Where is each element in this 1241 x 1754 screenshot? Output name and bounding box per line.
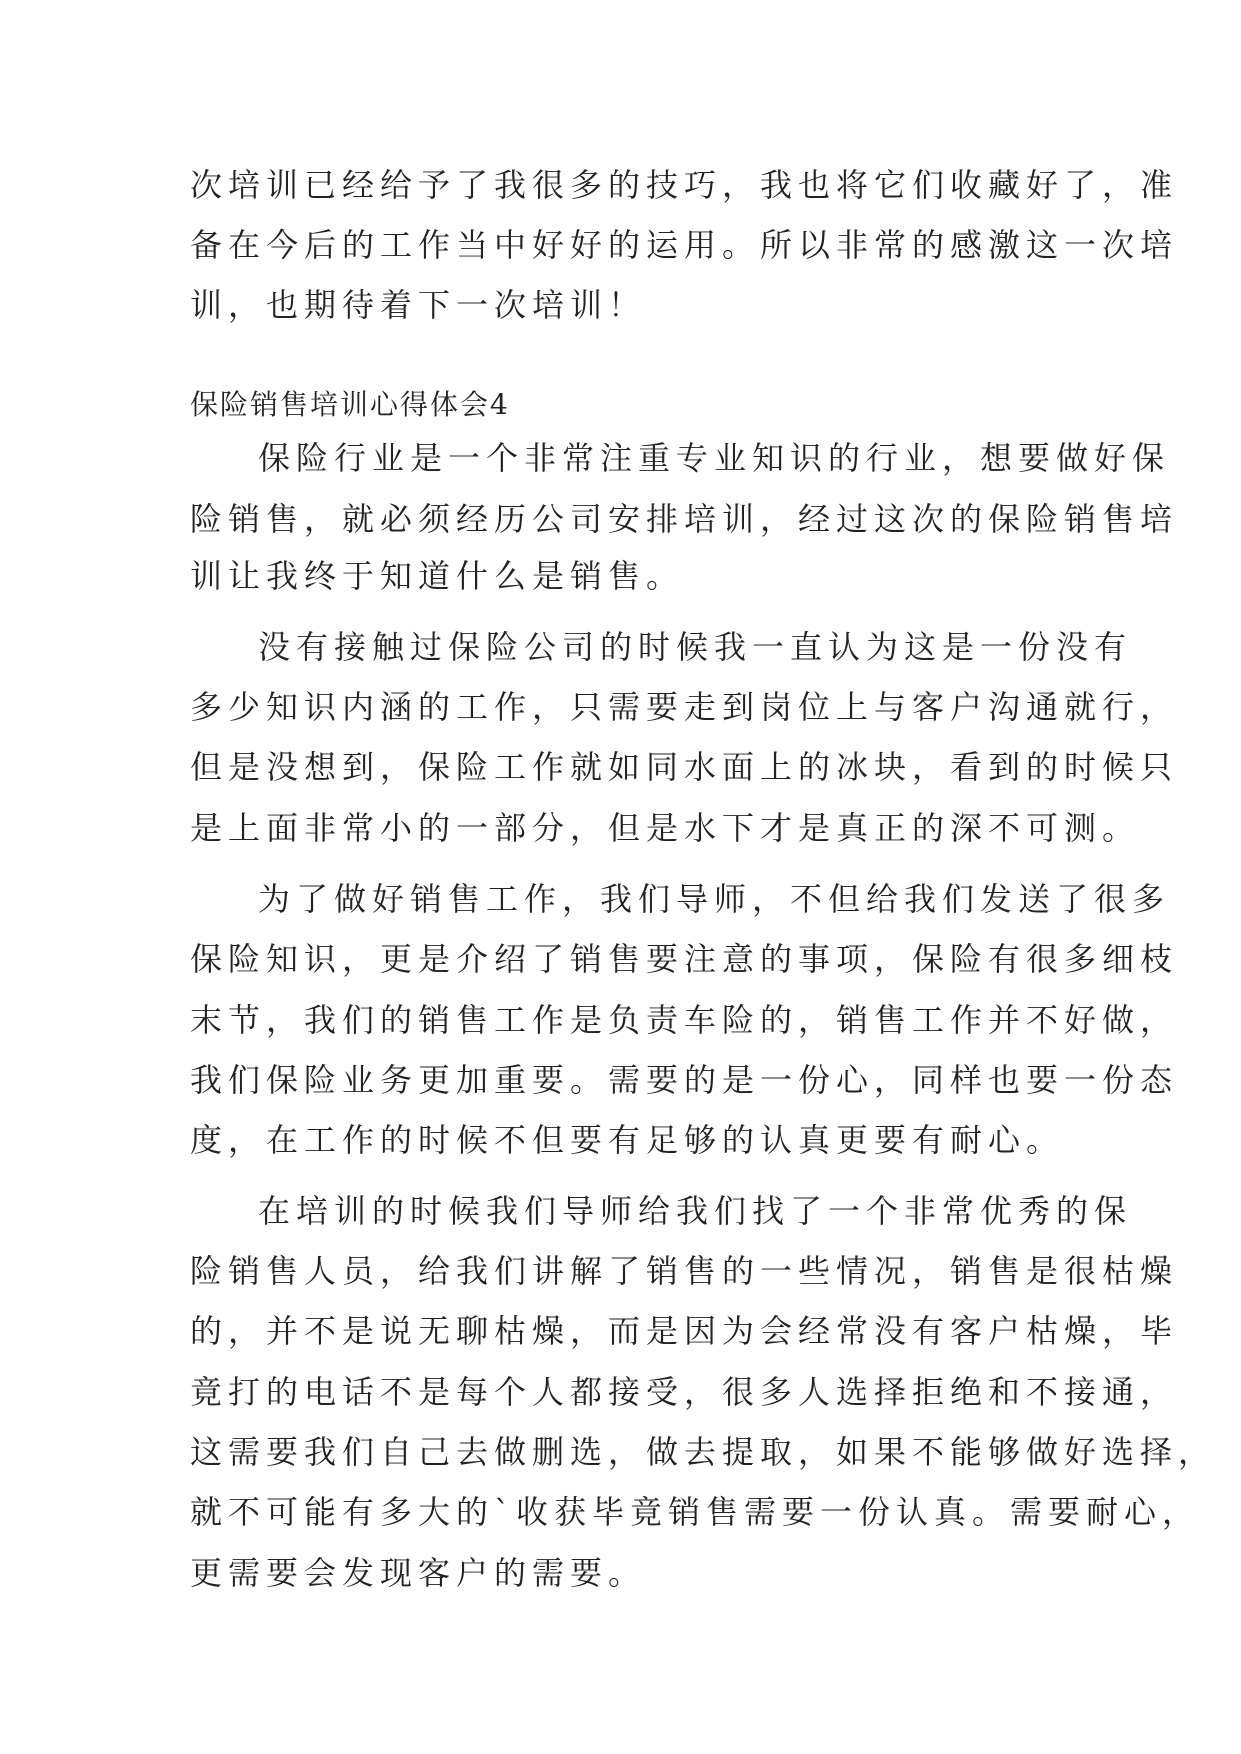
text-line: 是上面非常小的一部分，但是水下才是真正的深不可测。 [190, 809, 1141, 847]
text-line: 就不可能有多大的`收获毕竟销售需要一份认真。需要耐心， [190, 1493, 1201, 1531]
text-line: 训让我终于知道什么是销售。 [190, 557, 685, 595]
text-line: 竟打的电话不是每个人都接受，很多人选择拒绝和不接通， [190, 1373, 1179, 1411]
text-line: 这需要我们自己去做删选，做去提取，如果不能够做好选择， [190, 1433, 1217, 1471]
text-line: 险销售，就必须经历公司安排培训，经过这次的保险销售培 [190, 500, 1179, 538]
text-line: 保险行业是一个非常注重专业知识的行业，想要做好保 [258, 439, 1171, 477]
text-line: 为了做好销售工作，我们导师，不但给我们发送了很多 [258, 880, 1171, 918]
text-line: 我们保险业务更加重要。需要的是一份心，同样也要一份态 [190, 1061, 1179, 1099]
text-line: 训，也期待着下一次培训！ [190, 286, 647, 324]
text-line: 备在今后的工作当中好好的运用。所以非常的感激这一次培 [190, 226, 1179, 264]
text-line: 末节，我们的销售工作是负责车险的，销售工作并不好做， [190, 1001, 1179, 1039]
text-line: 但是没想到，保险工作就如同水面上的冰块，看到的时候只 [190, 748, 1179, 786]
text-line: 多少知识内涵的工作，只需要走到岗位上与客户沟通就行， [190, 688, 1179, 726]
text-line: 险销售人员，给我们讲解了销售的一些情况，销售是很枯燥 [190, 1252, 1179, 1290]
section-heading: 保险销售培训心得体会4 [190, 388, 510, 421]
text-line: 没有接触过保险公司的时候我一直认为这是一份没有 [258, 628, 1133, 666]
text-line: 更需要会发现客户的需要。 [190, 1554, 647, 1592]
text-line: 在培训的时候我们导师给我们找了一个非常优秀的保 [258, 1192, 1133, 1230]
text-line: 的，并不是说无聊枯燥，而是因为会经常没有客户枯燥，毕 [190, 1312, 1179, 1350]
text-line: 度，在工作的时候不但要有足够的认真更要有耐心。 [190, 1121, 1065, 1159]
text-line: 次培训已经给予了我很多的技巧，我也将它们收藏好了，准 [190, 166, 1179, 204]
text-line: 保险知识，更是介绍了销售要注意的事项，保险有很多细枝 [190, 940, 1179, 978]
